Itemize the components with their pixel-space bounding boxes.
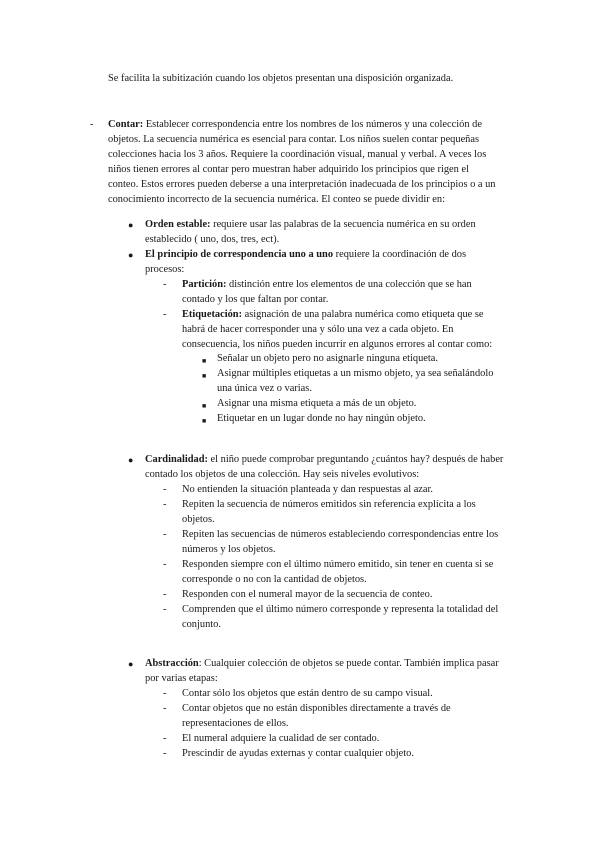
dash-marker: - — [163, 529, 167, 540]
particion-line-1: Partición: distinción entre los elementos de una colección que se han — [182, 279, 472, 290]
nivel-4-line-1: Responden siempre con el último número emitido, sin tener en cuenta si se — [182, 559, 494, 570]
dash-marker: - — [90, 119, 94, 130]
etapa-1: Contar sólo los objetos que están dentro de su campo visual. — [182, 688, 433, 699]
contar-line-6: conocimiento incorrecto de la secuencia numérica. El conteo se puede dividir en: — [108, 194, 445, 205]
square-marker: ■ — [202, 417, 207, 425]
contar-line-2: objetos. La secuencia numérica es esencial para contar. Los niños suelen contar pequeñas — [108, 134, 480, 145]
cardinalidad-title: Cardinalidad: — [145, 454, 208, 465]
orden-line-1: Orden estable: requiere usar las palabras de la secuencia numérica en su orden — [145, 219, 476, 230]
dot-marker: ● — [128, 659, 134, 669]
contar-line-3: colecciones hacia los 3 años. Requiere la coordinación visual, manual y verbal. A veces los — [108, 149, 487, 160]
etiquetacion-title: Etiquetación: — [182, 309, 243, 320]
dash-marker: - — [163, 499, 167, 510]
contar-line-1: Contar: Establecer correspondencia entre los nombres de los números y una colección de — [108, 119, 482, 130]
dot-marker: ● — [128, 220, 134, 230]
dash-marker: - — [163, 703, 167, 714]
error-2-line-1: Asignar múltiples etiquetas a un mismo objeto, ya sea señalándolo — [217, 368, 494, 379]
square-marker: ■ — [202, 357, 207, 365]
error-1: Señalar un objeto pero no asignarle ninguna etiqueta. — [217, 353, 439, 364]
square-marker: ■ — [202, 372, 207, 380]
cardinalidad-line-2: contado los objetos de una colección. Hay seis niveles evolutivos: — [145, 469, 420, 480]
nivel-3-line-1: Repiten las secuencias de números estableciendo correspondencias entre los — [182, 529, 499, 540]
nivel-2-line-1: Repiten la secuencia de números emitidos sin referencia explícita a los — [182, 499, 476, 510]
dot-marker: ● — [128, 250, 134, 260]
error-4: Etiquetar en un lugar donde no hay ningún objeto. — [217, 413, 426, 424]
abstraccion-title: Abstracción — [145, 658, 199, 669]
nivel-4-line-2: corresponde o no con la cantidad de objetos. — [182, 574, 367, 585]
error-2-line-2: una única vez o varias. — [217, 383, 312, 394]
dash-marker: - — [163, 733, 167, 744]
particion-line-2: contado y los que faltan por contar. — [182, 294, 329, 305]
dot-marker: ● — [128, 455, 134, 465]
cardinalidad-line-1: Cardinalidad: el niño puede comprobar preguntando ¿cuántos hay? después de haber — [145, 454, 504, 465]
etapa-4: Prescindir de ayudas externas y contar cualquier objeto. — [182, 748, 414, 759]
dash-marker: - — [163, 589, 167, 600]
etapa-2-line-1: Contar objetos que no están disponibles directamente a través de — [182, 703, 451, 714]
orden-line-2: establecido ( uno, dos, tres, ect). — [145, 234, 280, 245]
nivel-2-line-2: objetos. — [182, 514, 215, 525]
intro-text: Se facilita la subitización cuando los objetos presentan una disposición organizada. — [108, 73, 454, 84]
principio-title: El principio de correspondencia uno a uno — [145, 249, 334, 260]
etiquetacion-line-3: consecuencia, los niños pueden incurrir en algunos errores al contar como: — [182, 339, 493, 350]
etiquetacion-line-1: Etiquetación: asignación de una palabra numérica como etiqueta que se — [182, 309, 484, 320]
etapa-2-line-2: representaciones de ellos. — [182, 718, 289, 729]
etiquetacion-line-2: habrá de hacer corresponder una y sólo una vez a cada objeto. En — [182, 324, 454, 335]
square-marker: ■ — [202, 402, 207, 410]
principio-line-2: procesos: — [145, 264, 185, 275]
dash-marker: - — [163, 688, 167, 699]
contar-title: Contar: — [108, 119, 144, 130]
etapa-3: El numeral adquiere la cualidad de ser contado. — [182, 733, 380, 744]
contar-line-4: niños tienen errores al contar pero muestran haber adquirido los principios que rigen el — [108, 164, 469, 175]
dash-marker: - — [163, 279, 167, 290]
nivel-1: No entienden la situación planteada y dan respuestas al azar. — [182, 484, 434, 495]
dash-marker: - — [163, 484, 167, 495]
nivel-5: Responden con el numeral mayor de la secuencia de conteo. — [182, 589, 433, 600]
contar-line-5: conteo. Estos errores pueden deberse a una interpretación inadecuada de los principios o a un — [108, 179, 496, 190]
particion-title: Partición: — [182, 279, 227, 290]
nivel-6-line-1: Comprenden que el último número corresponde y representa la totalidad del — [182, 604, 499, 615]
nivel-6-line-2: conjunto. — [182, 619, 221, 630]
principio-line-1: El principio de correspondencia uno a uno requiere la coordinación de dos — [145, 249, 467, 260]
dash-marker: - — [163, 604, 167, 615]
dash-marker: - — [163, 309, 167, 320]
abstraccion-line-2: por varias etapas: — [145, 673, 218, 684]
orden-title: Orden estable: — [145, 219, 211, 230]
dash-marker: - — [163, 559, 167, 570]
abstraccion-line-1: Abstracción: Cualquier colección de objetos se puede contar. También implica pasar — [145, 658, 499, 669]
dash-marker: - — [163, 748, 167, 759]
error-3: Asignar una misma etiqueta a más de un objeto. — [217, 398, 417, 409]
nivel-3-line-2: números y los objetos. — [182, 544, 276, 555]
